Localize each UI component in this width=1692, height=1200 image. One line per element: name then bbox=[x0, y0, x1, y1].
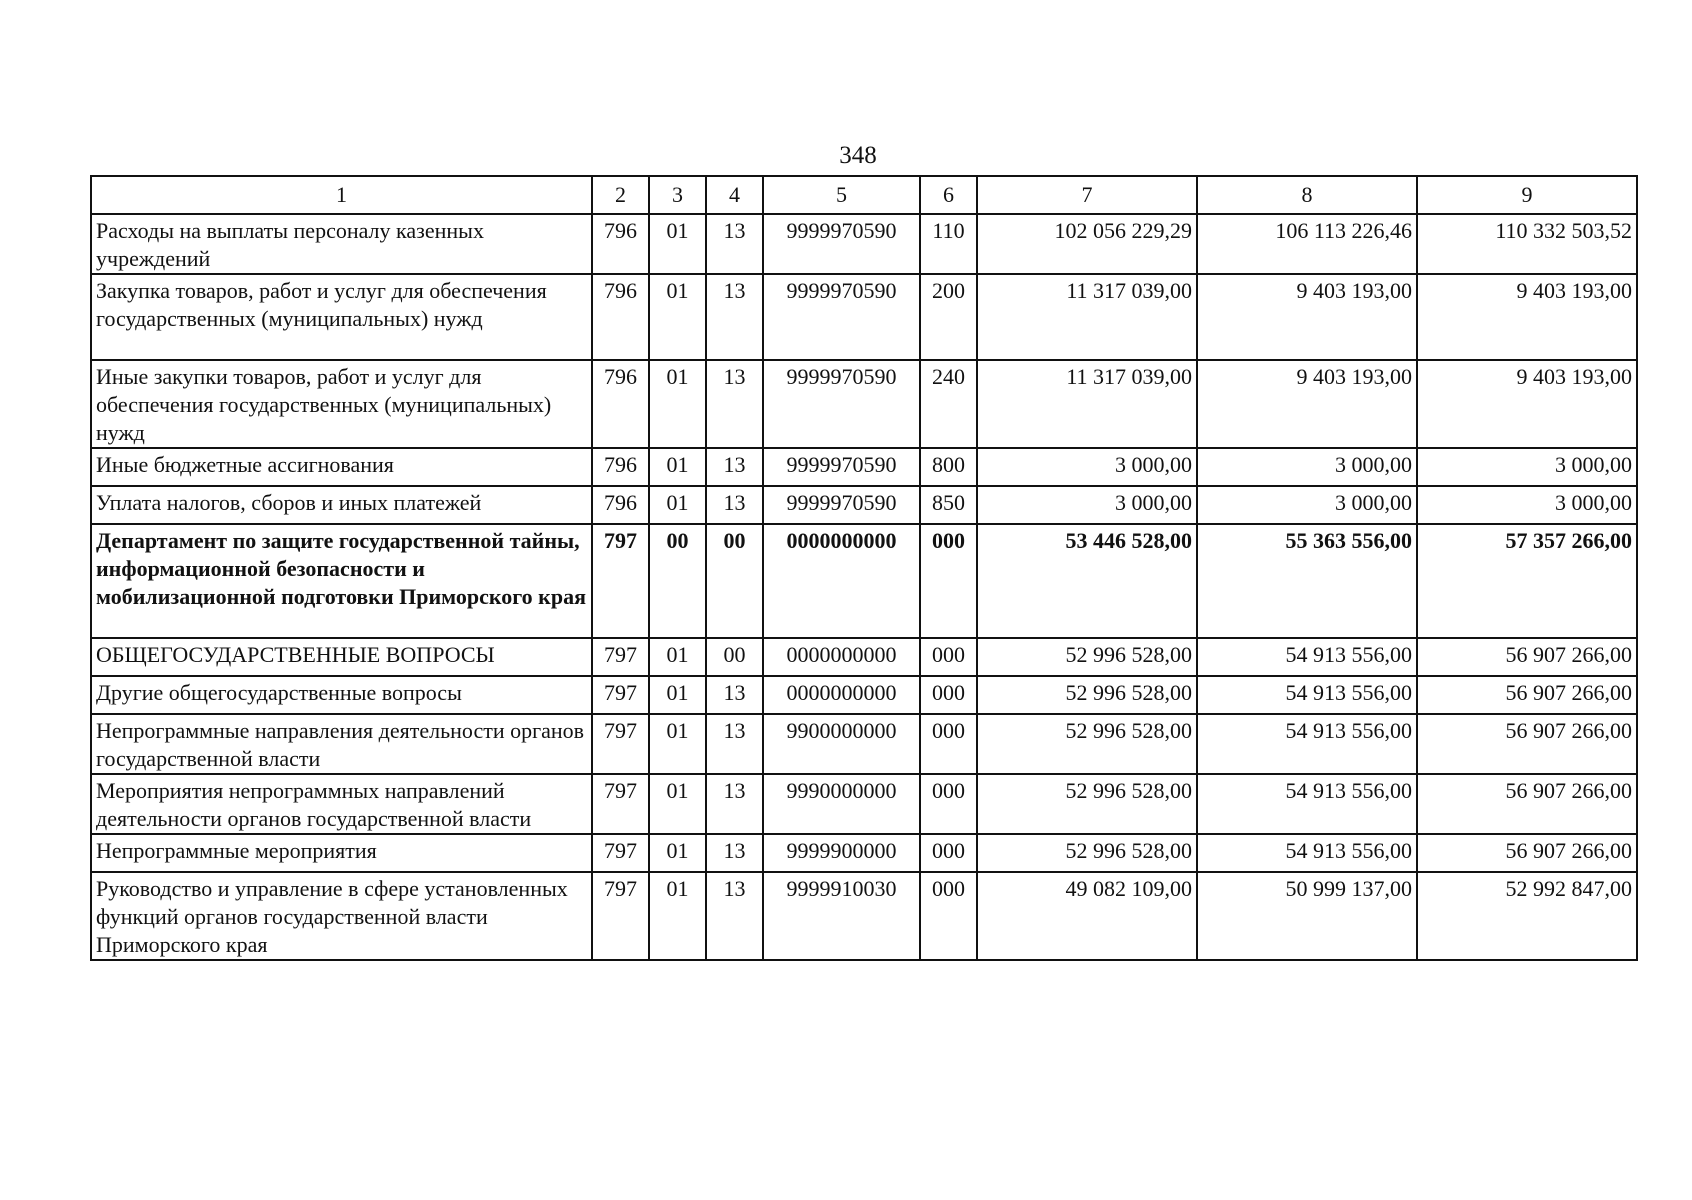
row-amount-9: 9 403 193,00 bbox=[1417, 274, 1637, 360]
header-cell-3: 3 bbox=[649, 176, 706, 214]
row-amount-8: 3 000,00 bbox=[1197, 486, 1417, 524]
row-code-2: 797 bbox=[592, 524, 649, 638]
row-amount-9: 57 357 266,00 bbox=[1417, 524, 1637, 638]
row-amount-7: 52 996 528,00 bbox=[977, 714, 1197, 774]
row-code-6: 000 bbox=[920, 834, 977, 872]
row-amount-9: 110 332 503,52 bbox=[1417, 214, 1637, 274]
table-row-department bbox=[91, 524, 1637, 638]
table-row bbox=[91, 676, 1637, 714]
row-code-3: 01 bbox=[649, 872, 706, 960]
row-name: Руководство и управление в сфере установленных функций органов государственной власти Приморского края bbox=[91, 872, 592, 960]
row-name: Закупка товаров, работ и услуг для обеспечения государственных (муниципальных) нужд bbox=[91, 274, 592, 360]
row-code-2: 796 bbox=[592, 360, 649, 448]
row-code-6: 110 bbox=[920, 214, 977, 274]
row-code-4: 13 bbox=[706, 486, 763, 524]
table-row bbox=[91, 274, 1637, 360]
row-code-2: 796 bbox=[592, 214, 649, 274]
row-code-3: 01 bbox=[649, 676, 706, 714]
row-code-6: 200 bbox=[920, 274, 977, 360]
row-code-5: 0000000000 bbox=[763, 676, 920, 714]
row-code-3: 01 bbox=[649, 774, 706, 834]
row-code-6: 000 bbox=[920, 714, 977, 774]
row-code-3: 01 bbox=[649, 638, 706, 676]
page-number: 348 bbox=[839, 142, 877, 169]
row-amount-8: 54 913 556,00 bbox=[1197, 834, 1417, 872]
row-code-5: 9999970590 bbox=[763, 486, 920, 524]
row-code-5: 9999970590 bbox=[763, 274, 920, 360]
row-code-3: 01 bbox=[649, 360, 706, 448]
header-cell-7: 7 bbox=[977, 176, 1197, 214]
row-code-3: 01 bbox=[649, 834, 706, 872]
row-code-2: 796 bbox=[592, 486, 649, 524]
row-code-4: 13 bbox=[706, 274, 763, 360]
row-amount-7: 53 446 528,00 bbox=[977, 524, 1197, 638]
row-code-6: 000 bbox=[920, 638, 977, 676]
row-code-6: 000 bbox=[920, 676, 977, 714]
row-name: Департамент по защите государственной тайны, информационной безопасности и мобилизационной подготовки Приморского края bbox=[91, 524, 592, 638]
header-cell-5: 5 bbox=[763, 176, 920, 214]
row-amount-8: 106 113 226,46 bbox=[1197, 214, 1417, 274]
row-code-5: 0000000000 bbox=[763, 524, 920, 638]
row-amount-7: 52 996 528,00 bbox=[977, 774, 1197, 834]
row-amount-8: 55 363 556,00 bbox=[1197, 524, 1417, 638]
row-amount-7: 52 996 528,00 bbox=[977, 638, 1197, 676]
row-code-2: 797 bbox=[592, 714, 649, 774]
row-code-2: 796 bbox=[592, 274, 649, 360]
row-code-5: 9999970590 bbox=[763, 214, 920, 274]
row-amount-8: 54 913 556,00 bbox=[1197, 638, 1417, 676]
row-amount-8: 50 999 137,00 bbox=[1197, 872, 1417, 960]
row-code-4: 13 bbox=[706, 714, 763, 774]
row-code-4: 13 bbox=[706, 834, 763, 872]
row-amount-8: 9 403 193,00 bbox=[1197, 274, 1417, 360]
row-code-5: 9990000000 bbox=[763, 774, 920, 834]
row-code-4: 13 bbox=[706, 214, 763, 274]
row-code-3: 01 bbox=[649, 486, 706, 524]
row-amount-9: 9 403 193,00 bbox=[1417, 360, 1637, 448]
table-row bbox=[91, 774, 1637, 834]
row-code-3: 01 bbox=[649, 214, 706, 274]
row-amount-8: 3 000,00 bbox=[1197, 448, 1417, 486]
row-amount-9: 52 992 847,00 bbox=[1417, 872, 1637, 960]
row-amount-7: 3 000,00 bbox=[977, 486, 1197, 524]
table-row bbox=[91, 714, 1637, 774]
row-amount-9: 56 907 266,00 bbox=[1417, 774, 1637, 834]
header-row bbox=[91, 176, 1637, 214]
row-code-5: 9999910030 bbox=[763, 872, 920, 960]
row-code-3: 00 bbox=[649, 524, 706, 638]
row-code-6: 850 bbox=[920, 486, 977, 524]
row-amount-9: 3 000,00 bbox=[1417, 486, 1637, 524]
row-code-4: 13 bbox=[706, 360, 763, 448]
table-row bbox=[91, 448, 1637, 486]
header-cell-8: 8 bbox=[1197, 176, 1417, 214]
row-code-4: 13 bbox=[706, 774, 763, 834]
row-amount-9: 56 907 266,00 bbox=[1417, 638, 1637, 676]
header-cell-1: 1 bbox=[91, 176, 592, 214]
table-row bbox=[91, 214, 1637, 274]
table-row bbox=[91, 486, 1637, 524]
row-amount-8: 54 913 556,00 bbox=[1197, 714, 1417, 774]
row-code-2: 796 bbox=[592, 448, 649, 486]
row-code-5: 9900000000 bbox=[763, 714, 920, 774]
row-code-3: 01 bbox=[649, 714, 706, 774]
row-amount-7: 3 000,00 bbox=[977, 448, 1197, 486]
row-name: Иные закупки товаров, работ и услуг для обеспечения государственных (муниципальных) нужд bbox=[91, 360, 592, 448]
row-amount-9: 56 907 266,00 bbox=[1417, 676, 1637, 714]
row-code-2: 797 bbox=[592, 676, 649, 714]
row-amount-7: 52 996 528,00 bbox=[977, 834, 1197, 872]
row-code-5: 0000000000 bbox=[763, 638, 920, 676]
row-amount-9: 3 000,00 bbox=[1417, 448, 1637, 486]
table-row bbox=[91, 872, 1637, 960]
row-code-5: 9999970590 bbox=[763, 360, 920, 448]
header-cell-6: 6 bbox=[920, 176, 977, 214]
budget-table bbox=[90, 175, 1638, 961]
row-amount-9: 56 907 266,00 bbox=[1417, 834, 1637, 872]
row-code-6: 000 bbox=[920, 524, 977, 638]
row-code-5: 9999900000 bbox=[763, 834, 920, 872]
row-name: Иные бюджетные ассигнования bbox=[91, 448, 592, 486]
header-cell-2: 2 bbox=[592, 176, 649, 214]
row-name: Непрограммные направления деятельности органов государственной власти bbox=[91, 714, 592, 774]
row-amount-7: 52 996 528,00 bbox=[977, 676, 1197, 714]
row-code-2: 797 bbox=[592, 638, 649, 676]
row-name: Непрограммные мероприятия bbox=[91, 834, 592, 872]
table-row bbox=[91, 360, 1637, 448]
row-amount-8: 9 403 193,00 bbox=[1197, 360, 1417, 448]
header-cell-9: 9 bbox=[1417, 176, 1637, 214]
row-code-4: 00 bbox=[706, 524, 763, 638]
row-amount-7: 11 317 039,00 bbox=[977, 274, 1197, 360]
row-code-2: 797 bbox=[592, 774, 649, 834]
row-name: Другие общегосударственные вопросы bbox=[91, 676, 592, 714]
row-code-6: 240 bbox=[920, 360, 977, 448]
header-cell-4: 4 bbox=[706, 176, 763, 214]
row-code-4: 00 bbox=[706, 638, 763, 676]
row-code-6: 000 bbox=[920, 774, 977, 834]
row-name: Расходы на выплаты персоналу казенных учреждений bbox=[91, 214, 592, 274]
row-code-5: 9999970590 bbox=[763, 448, 920, 486]
row-amount-8: 54 913 556,00 bbox=[1197, 774, 1417, 834]
row-amount-7: 49 082 109,00 bbox=[977, 872, 1197, 960]
row-amount-7: 102 056 229,29 bbox=[977, 214, 1197, 274]
row-code-3: 01 bbox=[649, 448, 706, 486]
row-code-2: 797 bbox=[592, 872, 649, 960]
row-amount-9: 56 907 266,00 bbox=[1417, 714, 1637, 774]
row-code-2: 797 bbox=[592, 834, 649, 872]
row-code-4: 13 bbox=[706, 872, 763, 960]
row-code-4: 13 bbox=[706, 448, 763, 486]
row-code-4: 13 bbox=[706, 676, 763, 714]
row-name: Уплата налогов, сборов и иных платежей bbox=[91, 486, 592, 524]
row-amount-7: 11 317 039,00 bbox=[977, 360, 1197, 448]
row-name: ОБЩЕГОСУДАРСТВЕННЫЕ ВОПРОСЫ bbox=[91, 638, 592, 676]
row-code-6: 000 bbox=[920, 872, 977, 960]
row-name: Мероприятия непрограммных направлений деятельности органов государственной власти bbox=[91, 774, 592, 834]
row-amount-8: 54 913 556,00 bbox=[1197, 676, 1417, 714]
table-row bbox=[91, 638, 1637, 676]
row-code-3: 01 bbox=[649, 274, 706, 360]
table-row bbox=[91, 834, 1637, 872]
row-code-6: 800 bbox=[920, 448, 977, 486]
